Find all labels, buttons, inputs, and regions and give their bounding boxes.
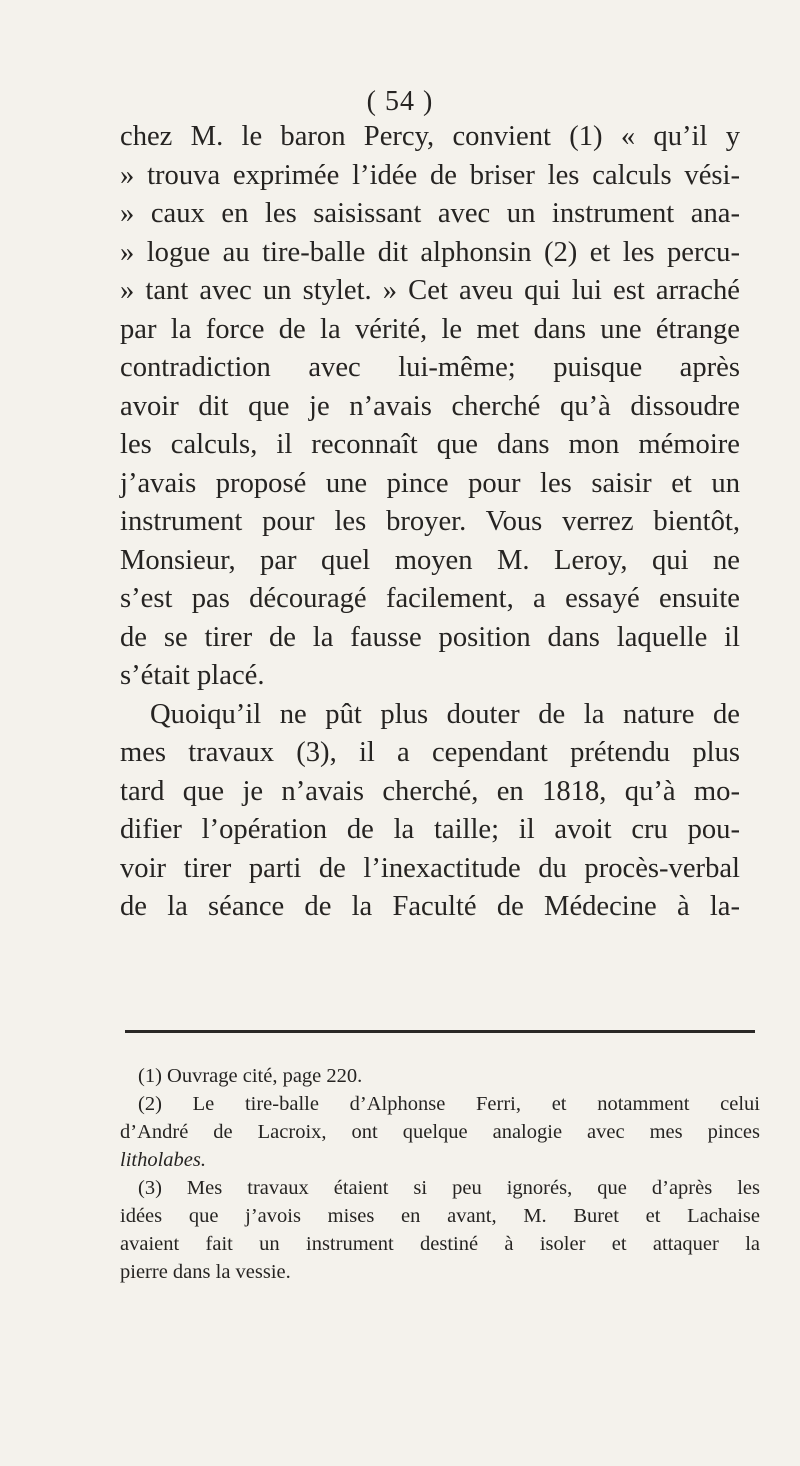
- body-line: instrument pour les broyer. Vous verrez bientôt,: [120, 506, 740, 537]
- footnote-line: idées que j’avois mises en avant, M. Buret et Lachaise: [120, 1205, 760, 1227]
- footnote-line: pierre dans la vessie.: [120, 1261, 291, 1283]
- body-line: avoir dit que je n’avais cherché qu’à dissoudre: [120, 390, 740, 422]
- body-line: les calculs, il reconnaît que dans mon mémoire: [120, 429, 740, 460]
- footnote-line: (1) Ouvrage cité, page 220.: [138, 1065, 363, 1087]
- footnote-line: (3) Mes travaux étaient si peu ignorés, que d’après les: [138, 1177, 760, 1199]
- body-line: s’était placé.: [120, 660, 265, 691]
- body-line: » trouva exprimée l’idée de briser les calculs vési-: [120, 159, 740, 191]
- body-line: contradiction avec lui-même; puisque après: [120, 352, 740, 383]
- body-line: voir tirer parti de l’inexactitude du procès-verbal: [120, 852, 740, 884]
- body-line: par la force de la vérité, le met dans une étrange: [120, 313, 740, 345]
- body-line: difier l’opération de la taille; il avoit cru pou-: [120, 814, 740, 845]
- body-line: Monsieur, par quel moyen M. Leroy, qui ne: [120, 544, 740, 576]
- footnotes: [120, 1062, 760, 1286]
- body-line: de se tirer de la fausse position dans laquelle il: [120, 621, 740, 653]
- body-line: j’avais proposé une pince pour les saisir et un: [120, 467, 740, 499]
- body-line: mes travaux (3), il a cependant prétendu plus: [120, 737, 740, 768]
- footnote-line: avaient fait un instrument destiné à isoler et attaquer la: [120, 1233, 760, 1255]
- body-line: » logue au tire-balle dit alphonsin (2) et les percu-: [120, 236, 740, 268]
- page-number: ( 54 ): [366, 86, 434, 117]
- footnote-line: d’André de Lacroix, ont quelque analogie avec mes pinces: [120, 1121, 760, 1143]
- footnote-line: (2) Le tire-balle d’Alphonse Ferri, et notamment celui: [138, 1093, 760, 1115]
- body-line: » tant avec un stylet. » Cet aveu qui lui est arraché: [120, 275, 740, 306]
- body-text: [120, 118, 740, 927]
- body-line: s’est pas découragé facilement, a essayé ensuite: [120, 583, 740, 614]
- footnote-line: litholabes.: [120, 1149, 206, 1171]
- body-line: chez M. le baron Percy, convient (1) « qu’il y: [120, 121, 740, 152]
- footnote-divider: [125, 1030, 755, 1033]
- body-line: » caux en les saisissant avec un instrument ana-: [120, 198, 740, 229]
- body-line: tard que je n’avais cherché, en 1818, qu’à mo-: [120, 775, 740, 807]
- body-line: Quoiqu’il ne pût plus douter de la nature de: [150, 698, 740, 730]
- body-line: de la séance de la Faculté de Médecine à la-: [120, 891, 740, 922]
